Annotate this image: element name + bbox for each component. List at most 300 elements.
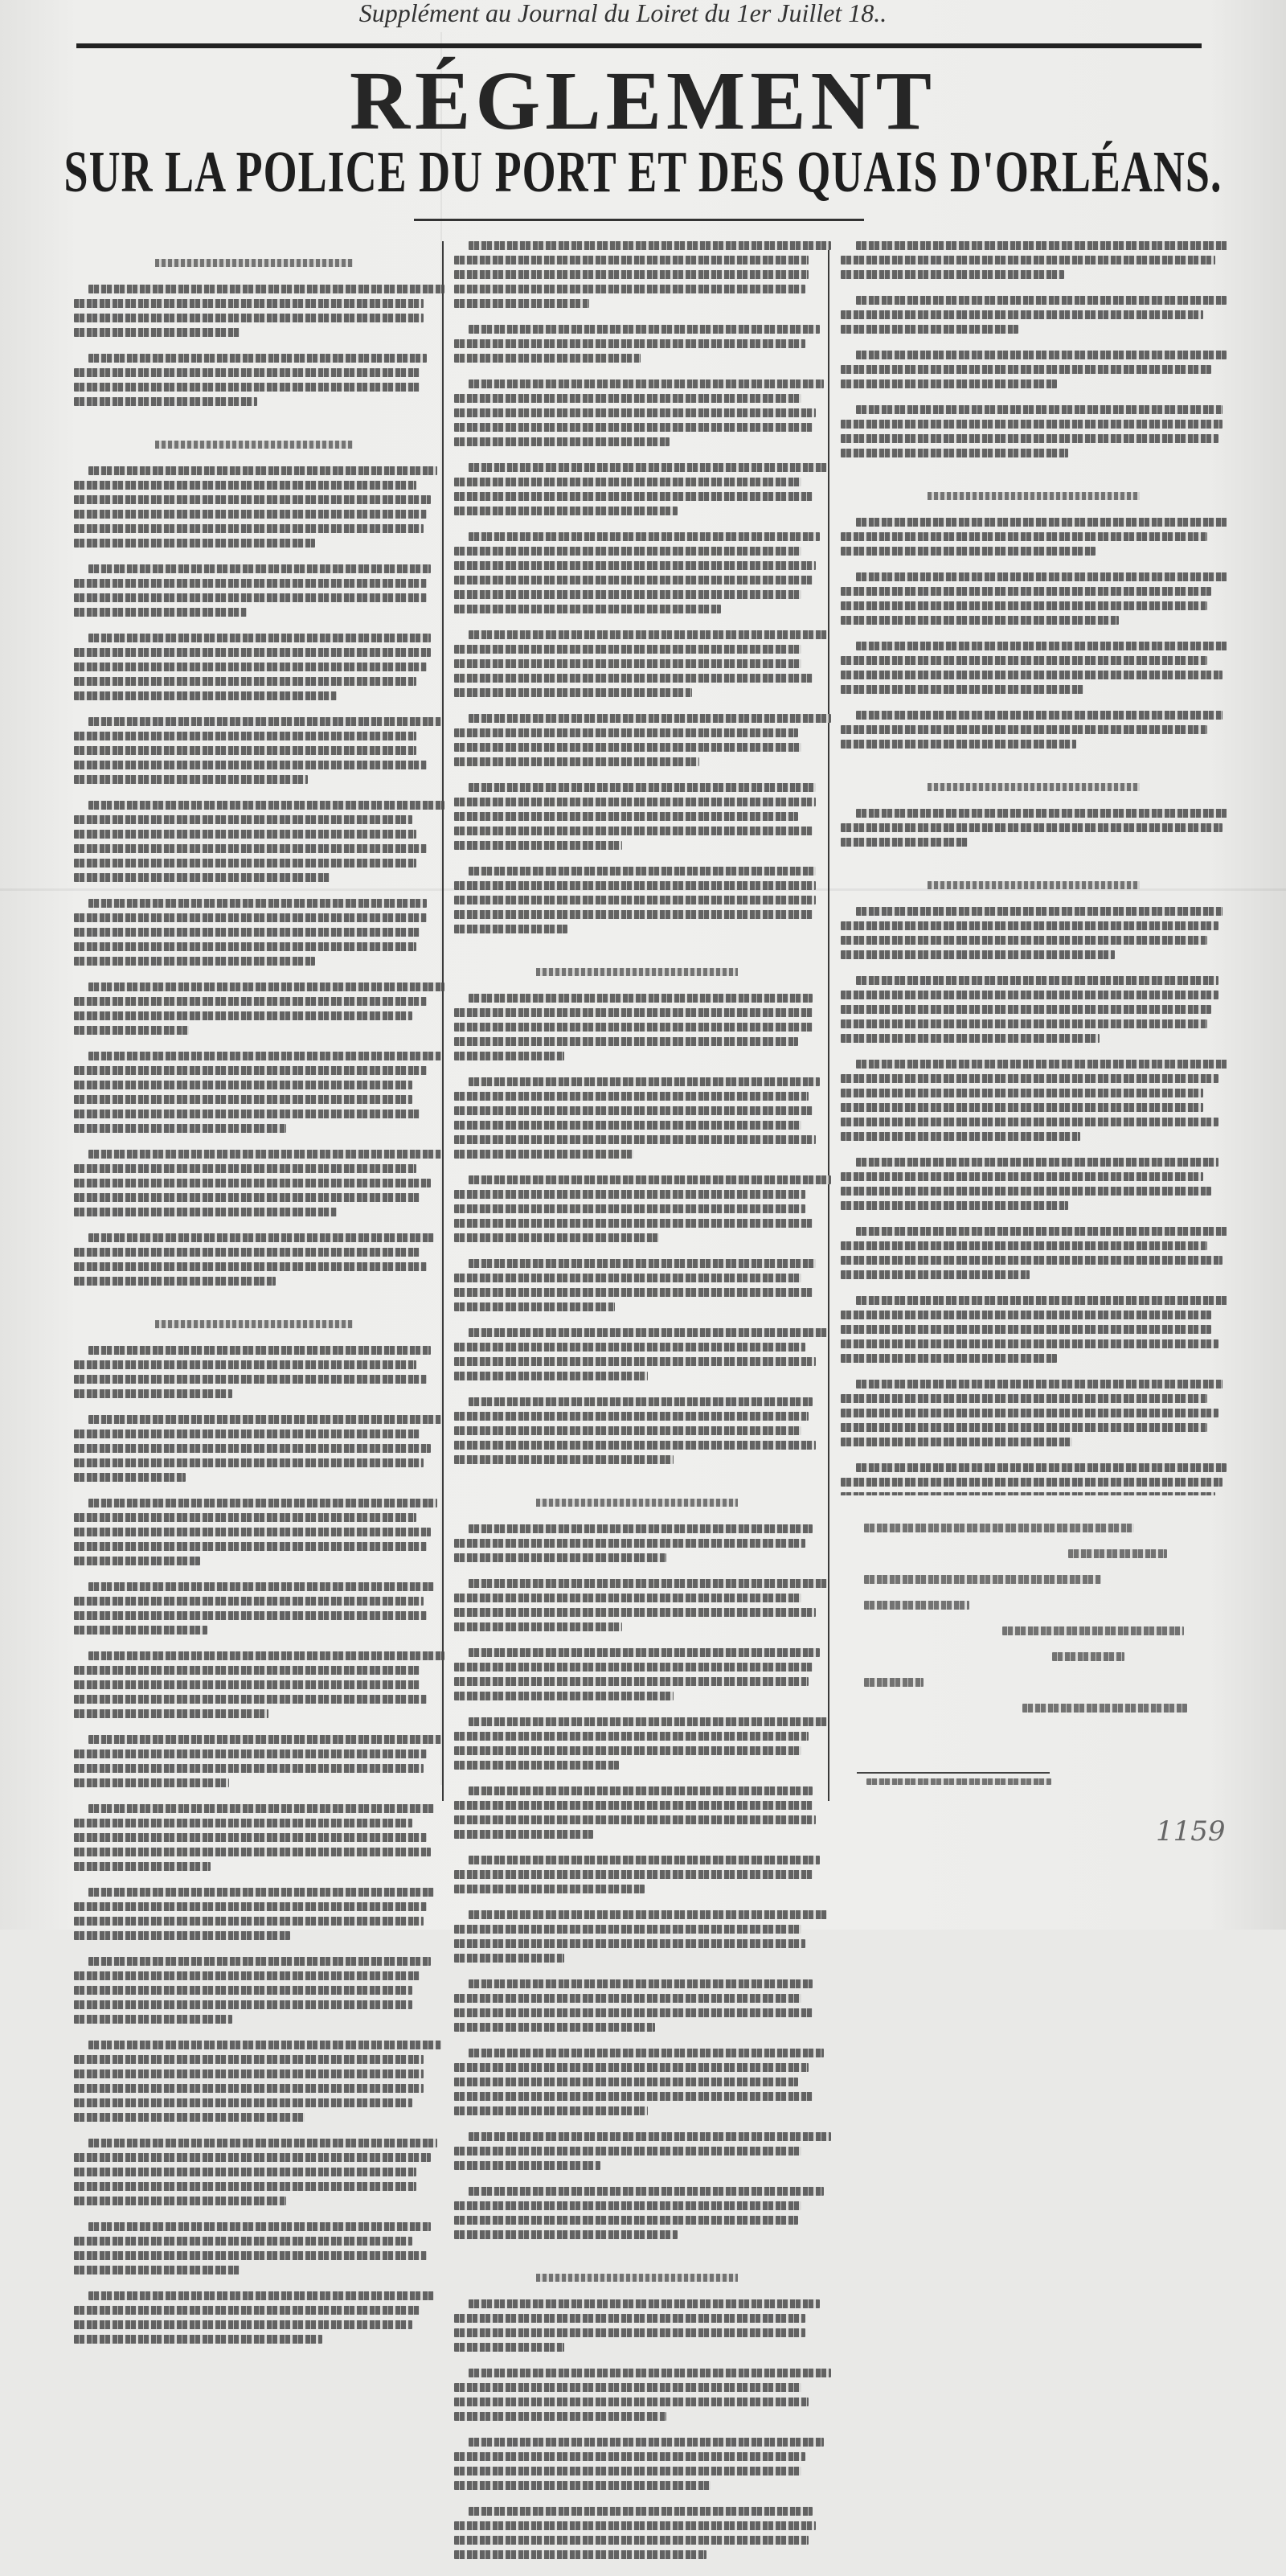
- text-line: [74, 1164, 416, 1173]
- text-line: [74, 1626, 207, 1635]
- text-line: [74, 539, 315, 548]
- text-line: [841, 1187, 1211, 1196]
- text-line: [74, 1095, 412, 1104]
- text-line: [74, 383, 420, 392]
- text-line: [841, 1394, 1207, 1403]
- text-line: [74, 1473, 186, 1482]
- text-line: [454, 674, 813, 683]
- text-line: [841, 1034, 1100, 1043]
- text-line: [454, 478, 801, 486]
- text-line: [74, 928, 420, 937]
- text-line: [74, 314, 424, 322]
- text-line: [841, 936, 1207, 945]
- text-line: [841, 420, 1223, 429]
- text-line: [841, 1325, 1211, 1334]
- text-line: [454, 910, 813, 919]
- text-line: [88, 2041, 441, 2049]
- text-line: [841, 1019, 1207, 1028]
- text-line: [88, 354, 427, 363]
- text-line: [74, 1389, 232, 1398]
- text-line: [841, 270, 1064, 279]
- text-line: [841, 991, 1218, 999]
- text-line: [856, 976, 1218, 985]
- text-line: [454, 1608, 816, 1617]
- text-line: [841, 656, 1207, 665]
- text-line: [74, 524, 424, 533]
- text-line: [454, 354, 641, 363]
- text-line: [454, 2521, 816, 2530]
- text-line: [454, 1302, 615, 1311]
- text-line: [469, 379, 823, 388]
- text-line: [454, 1455, 674, 1464]
- text-line: [454, 1426, 801, 1435]
- text-line: [841, 449, 1068, 457]
- text-line: [454, 270, 809, 279]
- text-line: [841, 1256, 1223, 1265]
- text-line: [74, 1360, 416, 1369]
- text-line: [856, 711, 1223, 720]
- text-line: [454, 507, 678, 515]
- text-line: [74, 593, 427, 602]
- text-line: [841, 1354, 1057, 1363]
- text-line: [469, 714, 830, 723]
- text-line: [469, 1077, 820, 1086]
- text-line: [469, 1910, 827, 1919]
- text-line: [74, 608, 247, 617]
- text-line: [454, 2216, 798, 2225]
- text-line: [841, 256, 1215, 265]
- text-line: [454, 1994, 801, 2003]
- text-line: [74, 1458, 424, 1467]
- text-line: [74, 1666, 420, 1675]
- text-line: [454, 2343, 564, 2352]
- text-line: [74, 1986, 412, 1995]
- text-line: [856, 241, 1227, 250]
- text-line: [74, 1764, 424, 1773]
- text-line: [74, 942, 416, 951]
- text-line: [454, 2230, 678, 2239]
- text-line: [74, 1375, 427, 1384]
- text-line: [74, 691, 337, 700]
- text-column-1: [74, 241, 434, 2361]
- text-line: [454, 576, 813, 585]
- text-line: [856, 1380, 1223, 1388]
- text-line: [74, 2306, 420, 2315]
- section-heading: [928, 783, 1140, 791]
- text-line: [454, 827, 813, 835]
- text-line: [841, 685, 1083, 694]
- document-title: RÉGLEMENT: [349, 55, 937, 147]
- text-line: [74, 761, 427, 769]
- text-line: [469, 867, 816, 876]
- text-line: [454, 285, 805, 293]
- signature-block: [864, 1524, 1194, 1718]
- text-line: [88, 1233, 434, 1242]
- text-line: [454, 743, 801, 752]
- text-line: [454, 339, 805, 348]
- text-line: [74, 397, 257, 406]
- text-line: [88, 285, 445, 293]
- text-line: [88, 466, 438, 475]
- text-line: [454, 2147, 801, 2156]
- text-line: [74, 2055, 424, 2064]
- text-line: [74, 1542, 427, 1551]
- text-line: [74, 1833, 427, 1842]
- text-line: [74, 662, 427, 671]
- text-line: [454, 2092, 813, 2101]
- text-line: [74, 2197, 286, 2205]
- text-line: [454, 492, 813, 501]
- text-line: [454, 605, 721, 613]
- text-line: [454, 1594, 801, 1602]
- text-line: [74, 510, 427, 519]
- section-heading: [536, 2274, 737, 2282]
- text-line: [74, 1193, 420, 1202]
- text-line: [454, 1954, 564, 1963]
- text-line: [454, 561, 816, 570]
- text-line: [454, 2063, 809, 2072]
- text-line: [454, 798, 816, 806]
- text-line: [74, 2015, 232, 2024]
- text-line: [88, 1804, 434, 1813]
- text-line: [454, 2314, 805, 2323]
- text-line: [454, 2481, 711, 2490]
- text-line: [74, 1124, 286, 1133]
- header-rule: [76, 43, 1202, 48]
- text-line: [454, 1372, 648, 1380]
- text-line: [454, 1052, 564, 1060]
- text-line: [454, 2467, 801, 2476]
- text-line: [454, 394, 801, 403]
- text-line: [469, 1579, 827, 1588]
- document-subtitle: SUR LA POLICE DU PORT ET DES QUAIS D'ORLÉANS.: [63, 139, 1223, 205]
- text-line: [454, 2383, 801, 2392]
- text-line: [856, 1227, 1227, 1236]
- section-heading: [155, 441, 353, 449]
- column-divider-1: [442, 241, 444, 1801]
- text-line: [856, 907, 1223, 916]
- text-line: [454, 2398, 809, 2406]
- text-line: [454, 2078, 798, 2086]
- text-line: [74, 2153, 431, 2162]
- text-line: [74, 746, 416, 755]
- text-line: [74, 1931, 290, 1940]
- text-line: [454, 1023, 813, 1032]
- text-line: [74, 2251, 427, 2260]
- text-line: [454, 1150, 633, 1159]
- text-line: [454, 1233, 659, 1242]
- text-line: [88, 564, 431, 573]
- text-line: [454, 437, 670, 446]
- text-line: [74, 1430, 420, 1438]
- text-line: [74, 677, 416, 686]
- text-line: [841, 671, 1223, 679]
- text-line: [74, 1709, 268, 1718]
- supplement-header: Supplément au Journal du Loiret du 1er Juillet 18..: [358, 0, 887, 27]
- section-heading: [536, 1499, 737, 1507]
- text-line: [454, 1092, 809, 1101]
- text-line: [841, 1492, 1215, 1495]
- text-line: [454, 1553, 666, 1562]
- section-heading: [928, 492, 1140, 500]
- text-line: [469, 2132, 830, 2141]
- text-line: [841, 921, 1218, 930]
- text-line: [856, 1296, 1227, 1305]
- text-line: [856, 642, 1227, 650]
- text-line: [454, 1343, 805, 1352]
- text-line: [841, 1132, 1080, 1141]
- text-line: [841, 823, 1223, 832]
- text-line: [841, 1172, 1203, 1181]
- text-line: [469, 463, 827, 472]
- text-line: [74, 2266, 240, 2275]
- section-heading: [536, 968, 737, 976]
- text-line: [469, 994, 813, 1003]
- printer-line: [866, 1778, 1051, 1790]
- text-line: [454, 896, 816, 904]
- text-line: [454, 2008, 813, 2017]
- text-line: [856, 296, 1227, 305]
- text-line: [469, 630, 827, 639]
- text-line: [841, 1201, 1068, 1210]
- text-line: [469, 2299, 820, 2308]
- text-line: [454, 1204, 805, 1213]
- section-heading: [928, 881, 1140, 889]
- text-line: [74, 1513, 416, 1522]
- text-line: [74, 1081, 412, 1089]
- text-line: [74, 2084, 424, 2093]
- text-line: [74, 1597, 424, 1606]
- text-line: [74, 1262, 427, 1271]
- text-line: [841, 1103, 1203, 1112]
- text-line: [454, 1008, 813, 1017]
- text-line: [841, 532, 1207, 541]
- text-line: [74, 1971, 420, 1980]
- text-line: [74, 579, 427, 588]
- text-line: [74, 2098, 412, 2107]
- footnote-rule: [857, 1772, 1050, 1774]
- text-line: [74, 328, 240, 337]
- text-line: [469, 1524, 813, 1533]
- text-line: [856, 1463, 1227, 1472]
- text-line: [454, 1135, 816, 1144]
- text-line: [454, 925, 567, 933]
- text-line: [841, 1409, 1218, 1417]
- text-line: [454, 2201, 801, 2210]
- text-line: [74, 830, 416, 839]
- text-column-2: [454, 241, 820, 2576]
- text-line: [74, 2335, 322, 2344]
- text-line: [454, 1622, 622, 1631]
- text-line: [88, 1651, 445, 1660]
- text-line: [469, 2049, 823, 2057]
- text-line: [454, 812, 798, 821]
- text-line: [856, 1060, 1227, 1069]
- text-line: [841, 1438, 1072, 1446]
- text-line: [841, 1089, 1203, 1097]
- text-line: [88, 2139, 438, 2147]
- text-line: [841, 1005, 1211, 1014]
- text-line: [841, 1118, 1218, 1126]
- text-line: [454, 1412, 809, 1421]
- text-line: [454, 1732, 809, 1741]
- text-line: [469, 1259, 816, 1268]
- text-line: [454, 1539, 805, 1548]
- text-line: [454, 1815, 816, 1824]
- text-line: [841, 1074, 1218, 1083]
- text-line: [454, 299, 589, 308]
- text-line: [841, 725, 1207, 734]
- text-line: [454, 2536, 809, 2545]
- text-line: [454, 1190, 805, 1199]
- text-line: [454, 423, 813, 432]
- section-heading: [155, 1320, 353, 1328]
- text-line: [841, 310, 1203, 319]
- text-line: [454, 1692, 674, 1700]
- text-line: [74, 1110, 420, 1118]
- inventory-mark: 1159: [1156, 1815, 1226, 1848]
- text-line: [454, 2106, 648, 2115]
- section-heading: [155, 259, 353, 267]
- text-line: [88, 1735, 441, 1744]
- text-line: [74, 1819, 412, 1827]
- text-line: [74, 2237, 412, 2246]
- text-line: [88, 2291, 434, 2300]
- text-line: [841, 740, 1076, 749]
- text-line: [469, 325, 820, 334]
- text-line: [454, 1663, 813, 1672]
- text-line: [454, 1274, 801, 1282]
- text-line: [454, 408, 816, 417]
- text-line: [74, 1680, 420, 1689]
- text-line: [469, 783, 816, 792]
- text-line: [454, 2412, 666, 2421]
- text-line: [74, 957, 315, 966]
- text-line: [856, 1158, 1218, 1167]
- text-line: [454, 645, 801, 654]
- text-line: [74, 913, 427, 922]
- text-line: [469, 1786, 813, 1795]
- text-line: [74, 495, 431, 504]
- text-line: [454, 728, 798, 737]
- text-line: [454, 841, 622, 850]
- text-line: [469, 241, 830, 250]
- text-line: [841, 325, 1018, 334]
- text-line: [74, 997, 427, 1006]
- text-line: [74, 2182, 416, 2191]
- text-line: [88, 1499, 438, 1507]
- text-line: [469, 1328, 827, 1337]
- text-line: [856, 405, 1223, 414]
- text-line: [454, 688, 692, 697]
- text-line: [841, 601, 1207, 610]
- text-line: [454, 1288, 813, 1297]
- text-line: [74, 1248, 420, 1257]
- text-line: [74, 2069, 424, 2078]
- text-line: [469, 2369, 830, 2377]
- text-line: [74, 481, 416, 490]
- text-line: [88, 1582, 434, 1591]
- text-line: [74, 1026, 189, 1035]
- text-line: [454, 2328, 805, 2337]
- text-line: [454, 2023, 655, 2032]
- text-line: [454, 1219, 813, 1228]
- text-line: [74, 1444, 431, 1453]
- text-line: [74, 1528, 431, 1536]
- text-line: [74, 1778, 229, 1787]
- text-line: [856, 809, 1227, 818]
- text-line: [841, 1270, 1030, 1279]
- text-line: [74, 844, 427, 853]
- text-line: [74, 368, 420, 377]
- text-line: [454, 1357, 816, 1366]
- text-line: [841, 547, 1096, 556]
- text-line: [841, 838, 968, 847]
- text-line: [454, 1885, 645, 1893]
- text-line: [454, 1761, 619, 1770]
- text-line: [74, 1862, 211, 1871]
- text-line: [88, 899, 427, 908]
- text-line: [454, 1037, 798, 1046]
- text-line: [469, 1648, 820, 1657]
- text-line: [74, 1011, 412, 1020]
- text-line: [88, 717, 441, 726]
- text-line: [88, 982, 445, 991]
- text-line: [469, 2187, 823, 2196]
- text-line: [856, 572, 1227, 581]
- text-line: [88, 1415, 441, 1424]
- text-line: [841, 379, 1057, 388]
- text-line: [469, 1175, 830, 1184]
- text-line: [74, 2113, 305, 2122]
- text-line: [841, 616, 1119, 625]
- text-line: [74, 2000, 412, 2009]
- text-line: [454, 590, 801, 599]
- column-divider-2: [828, 241, 829, 1801]
- text-line: [74, 1277, 276, 1286]
- text-line: [469, 1717, 827, 1726]
- text-line: [88, 1150, 441, 1159]
- text-line: [454, 1121, 801, 1130]
- text-line: [454, 256, 809, 265]
- text-line: [841, 1423, 1207, 1432]
- text-line: [841, 434, 1218, 443]
- title-rule: [414, 219, 864, 221]
- text-line: [469, 2507, 813, 2516]
- text-line: [841, 1311, 1211, 1319]
- text-line: [88, 1888, 434, 1897]
- text-line: [469, 1979, 813, 1988]
- text-line: [88, 1052, 441, 1060]
- text-line: [74, 732, 416, 740]
- text-line: [74, 1848, 431, 1856]
- text-line: [88, 801, 445, 810]
- text-line: [74, 775, 308, 784]
- text-line: [856, 351, 1227, 359]
- text-line: [454, 1106, 813, 1115]
- text-line: [454, 1830, 593, 1839]
- text-line: [74, 648, 431, 657]
- text-line: [74, 1557, 200, 1565]
- text-line: [841, 1339, 1218, 1348]
- text-line: [454, 1746, 801, 1755]
- text-line: [841, 365, 1211, 374]
- text-line: [469, 2438, 823, 2447]
- text-column-3: [841, 241, 1227, 1495]
- text-line: [74, 1749, 427, 1758]
- text-line: [841, 950, 1115, 959]
- text-line: [74, 299, 424, 308]
